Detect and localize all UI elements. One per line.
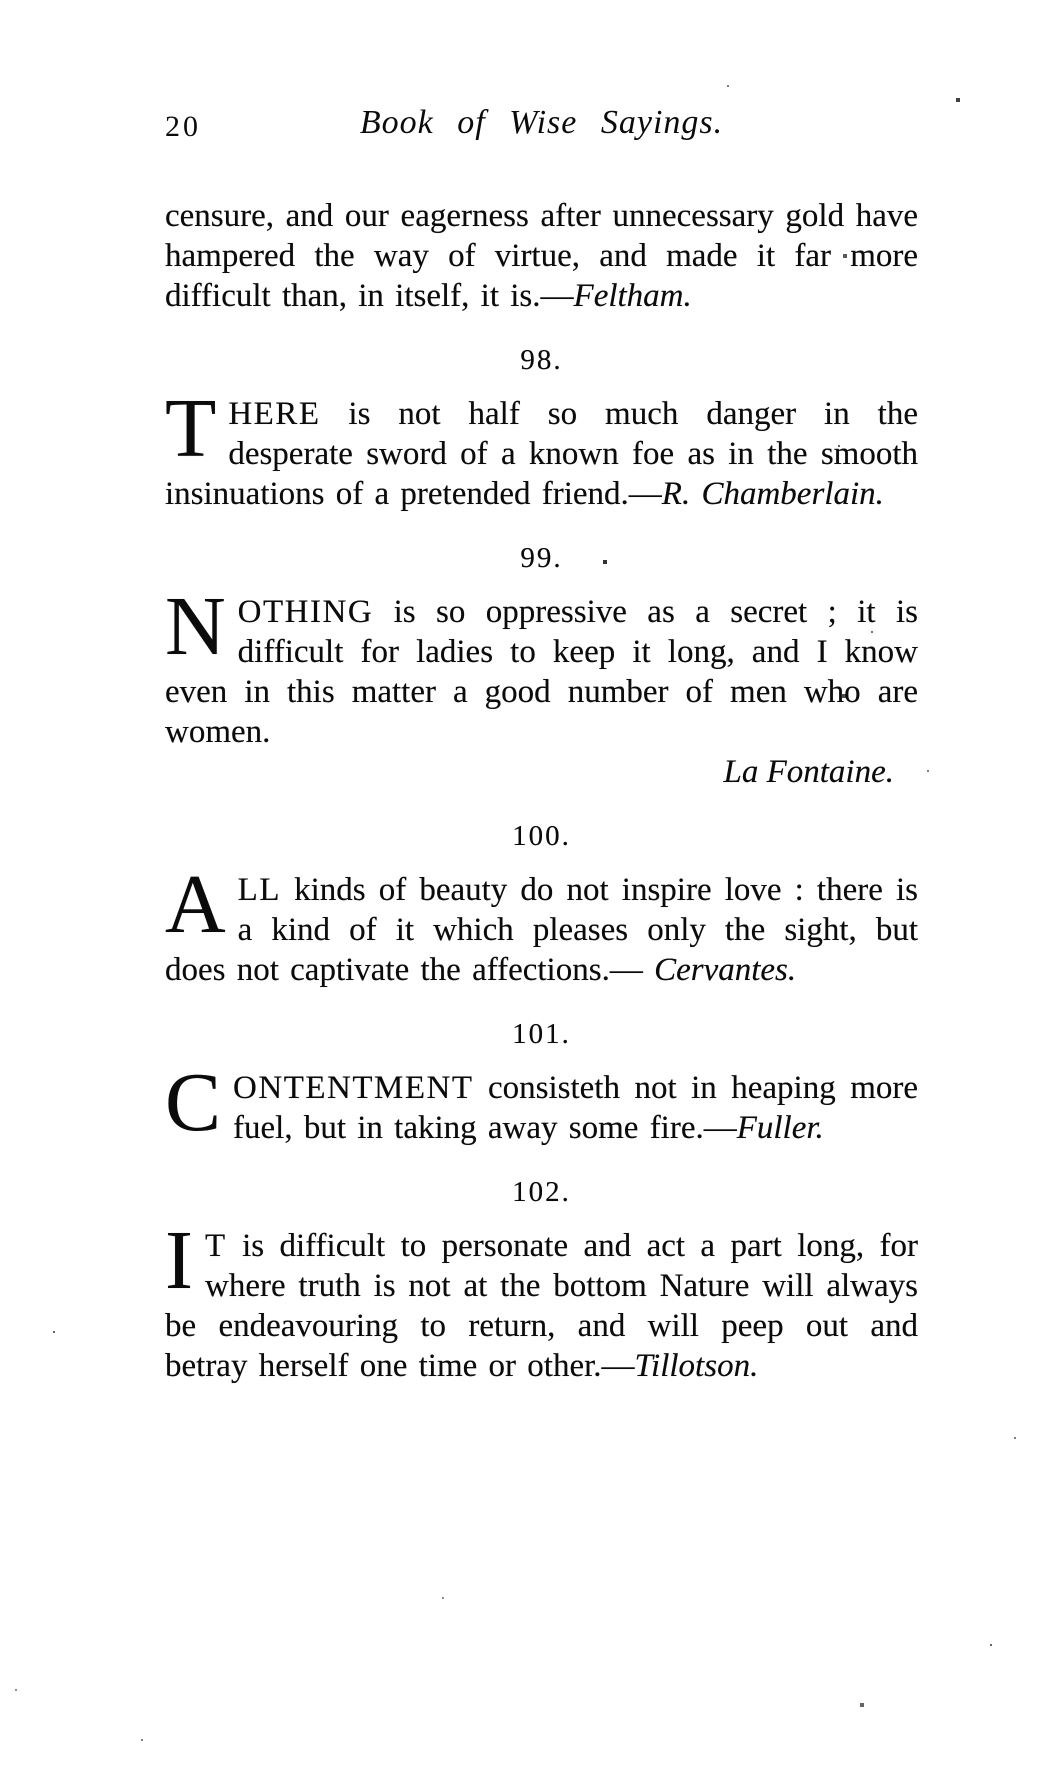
saying-paragraph xyxy=(165,580,918,752)
saying-number: 101. xyxy=(512,1018,571,1050)
saying-attribution-inline: Fuller. xyxy=(736,1110,824,1146)
saying-paragraph xyxy=(165,382,918,514)
saying-attribution-inline: Cervantes. xyxy=(654,952,797,988)
saying-attribution-inline: Tillotson. xyxy=(634,1348,759,1384)
saying-number: 98. xyxy=(520,344,563,376)
saying-attribution: La Fontaine. xyxy=(723,754,894,790)
saying-text: kinds of beauty do not inspire love : there is a kind of it which pleases only the sight, but does not captivate the affections.— xyxy=(165,872,918,988)
continuation-text: censure, and our eagerness after unnecessary gold have hampered the way of virtue, and made it far more difficult than, in itself, it is.— xyxy=(165,198,918,314)
first-word-rest: HERE xyxy=(228,396,321,432)
saying-number: 100. xyxy=(512,820,571,852)
continuation-paragraph xyxy=(165,196,918,316)
page-header xyxy=(165,104,918,148)
drop-cap: I xyxy=(165,1214,193,1307)
saying xyxy=(165,1014,918,1148)
running-title: Book of Wise Sayings. xyxy=(359,104,724,141)
saying-attribution-inline: R. Chamberlain. xyxy=(661,476,884,512)
saying-text: consisteth not in heaping more fuel, but in taking away some fire.— xyxy=(233,1070,918,1146)
saying-paragraph xyxy=(165,858,918,990)
drop-cap: T xyxy=(165,382,217,475)
attribution-line xyxy=(165,752,918,792)
first-word-rest: T xyxy=(204,1228,227,1264)
saying xyxy=(165,340,918,514)
saying-number: 99. xyxy=(520,542,563,574)
saying-paragraph xyxy=(165,1214,918,1386)
saying-number: 102. xyxy=(512,1176,571,1208)
drop-cap: A xyxy=(165,858,226,951)
saying xyxy=(165,538,918,792)
saying-text: is difficult to personate and act a part long, for where truth is not at the bottom Nature will always be endeavouring to return, and will peep out and betray herself one time or other.— xyxy=(165,1228,918,1384)
continuation-attribution: Feltham. xyxy=(573,278,692,314)
saying xyxy=(165,1172,918,1386)
scan-speckles xyxy=(0,0,2,2)
saying xyxy=(165,816,918,990)
sayings-list xyxy=(165,340,918,1386)
drop-cap: C xyxy=(165,1056,222,1149)
first-word-rest: ONTENTMENT xyxy=(233,1070,474,1106)
saying-paragraph xyxy=(165,1056,918,1149)
first-word-rest: LL xyxy=(237,872,281,908)
saying-text: is so oppressive as a secret ; it is difficult for ladies to keep it long, and I know even in this matter a good number of men who are women. xyxy=(165,594,918,750)
first-word-rest: OTHING xyxy=(237,594,374,630)
page-body xyxy=(165,196,918,1386)
page-number: 20 xyxy=(165,110,201,143)
saying-text: is not half so much danger in the desperate sword of a known foe as in the smooth insinuations of a pretended friend.— xyxy=(165,396,918,512)
drop-cap: N xyxy=(165,580,226,673)
